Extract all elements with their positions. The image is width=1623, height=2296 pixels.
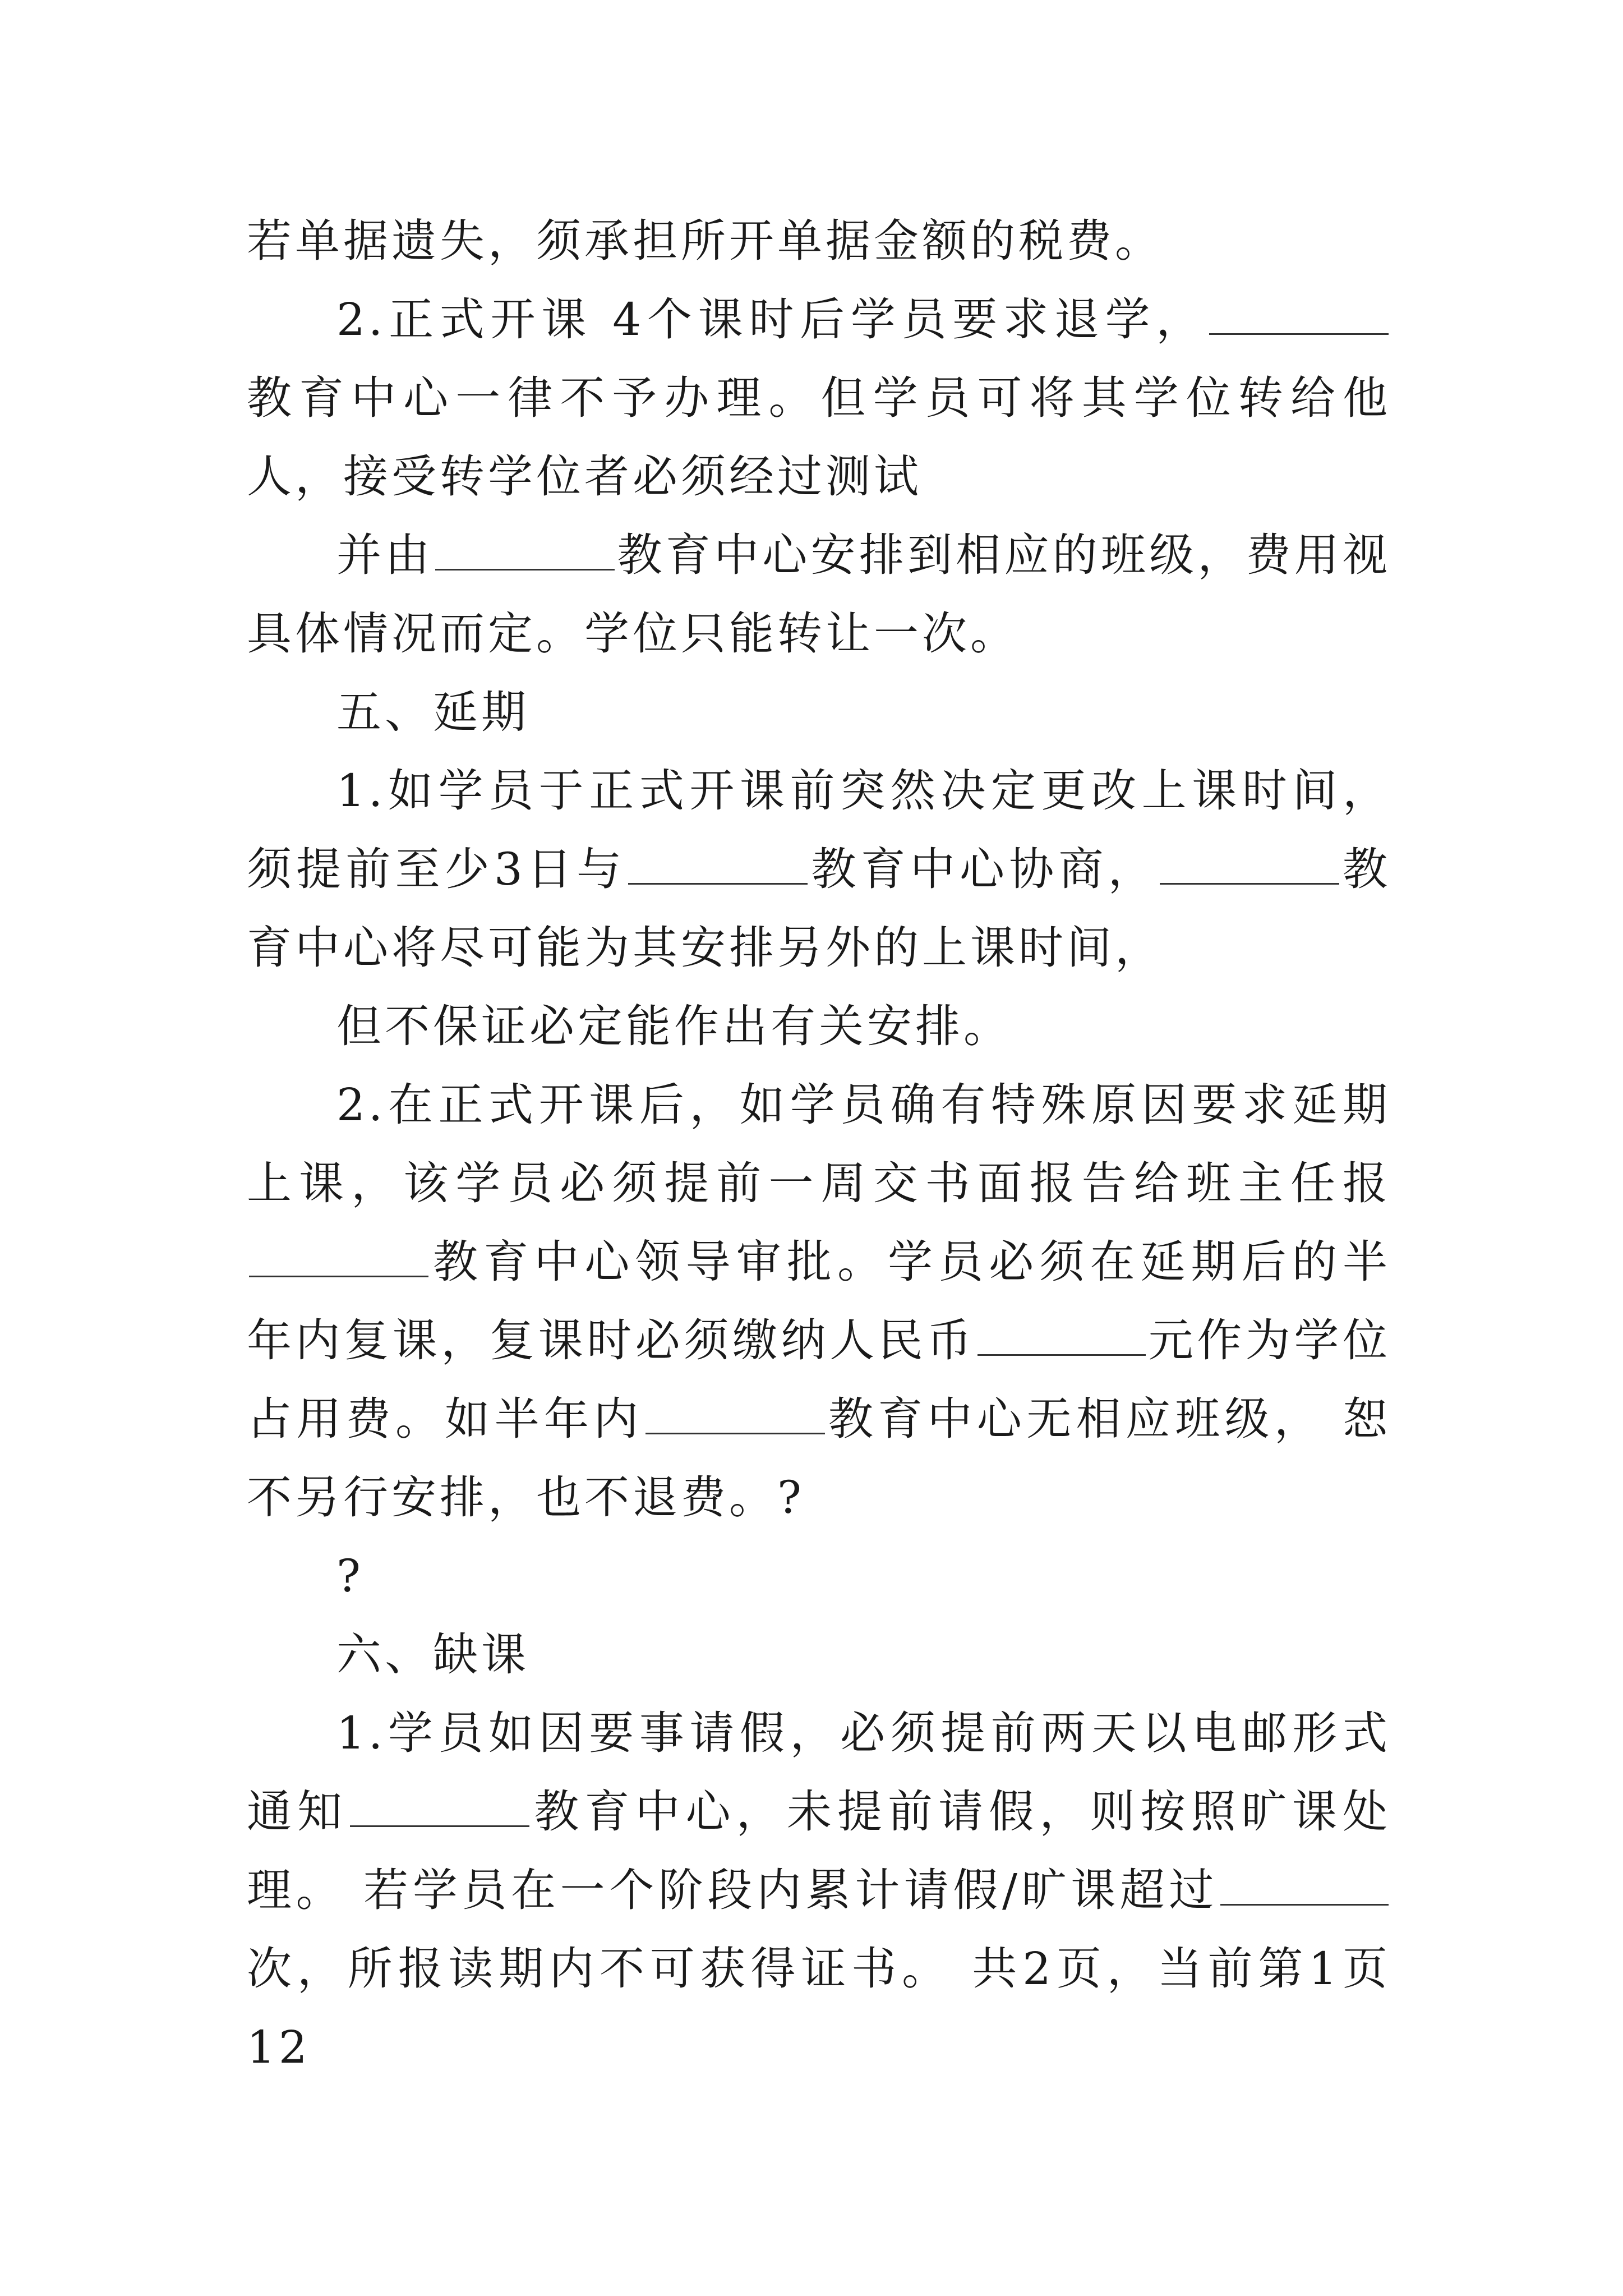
blank-field (350, 1786, 529, 1827)
text-segment: 2.正式开课 4个课时后学员要求退学， (336, 293, 1207, 346)
text-segment: 教育中心，未提前请假，则按照旷课处理。 若学员在一个阶段内累计请假/旷课超过 (247, 1786, 1391, 1916)
text-segment: 教育中心无相应班级， 恕不另行安排，也不退费。? (247, 1393, 1391, 1524)
paragraph-reschedule (247, 752, 1391, 987)
paragraph-no-guarantee (247, 987, 1391, 1066)
paragraph-leave-request (247, 1694, 1391, 2087)
text-segment: 若单据遗失，须承担所开单据金额的税费。 (247, 215, 1163, 267)
text-segment: 次，所报读期内不可获得证书。 共2页，当前第1页12 (247, 1943, 1391, 2073)
text-segment: 教育中心安排到相应的班级，费用视具体情况而定。学位只能转让一次。 (247, 529, 1391, 660)
blank-field (1160, 844, 1339, 885)
heading-text: 六、缺课 (336, 1628, 529, 1681)
text-segment: 并由 (336, 529, 434, 581)
text-segment: 1.如学员于正式开课前突然决定更改上课时间，须提前至少3日与 (247, 765, 1391, 895)
blank-field (628, 844, 808, 885)
blank-field (645, 1393, 825, 1434)
text-segment: 1.学员如因要事请假，必须提前两天以电邮形式通知 (247, 1707, 1391, 1838)
section-heading-postponement (247, 673, 1391, 752)
paragraph-delay-after-start (247, 1066, 1391, 1537)
text-segment: 2.在正式开课后，如学员确有特殊原因要求延期上课，该学员必须提前一周交书面报告给班主任报 (247, 1079, 1391, 1209)
blank-field (1209, 294, 1389, 335)
paragraph-withdrawal (247, 280, 1391, 516)
heading-text: 五、延期 (336, 686, 529, 738)
document-body (247, 202, 1391, 2087)
paragraph-transfer (247, 516, 1391, 673)
text-segment: ? (336, 1550, 364, 1602)
paragraph-question-mark (247, 1537, 1391, 1616)
text-segment: 但不保证必定能作出有关安排。 (336, 1000, 1012, 1052)
text-segment: 教育中心协商， (810, 843, 1158, 895)
paragraph-receipt-loss (247, 202, 1391, 280)
text-segment: 教育中心领导审批。学员必须在延期后的半年内复课，复课时必须缴纳人民币 (247, 1236, 1391, 1366)
blank-field (249, 1236, 428, 1277)
blank-field (978, 1315, 1146, 1356)
section-heading-absence (247, 1616, 1391, 1694)
text-segment: 元作为学位占用费。如半年内 (247, 1314, 1391, 1445)
blank-field (1220, 1865, 1389, 1906)
text-segment: 教育中心一律不予办理。但学员可将其学位转给他人，接受转学位者必须经过测试 (247, 372, 1391, 503)
blank-field (435, 530, 615, 570)
text-segment: 教育中心将尽可能为其安排另外的上课时间， (247, 843, 1391, 974)
